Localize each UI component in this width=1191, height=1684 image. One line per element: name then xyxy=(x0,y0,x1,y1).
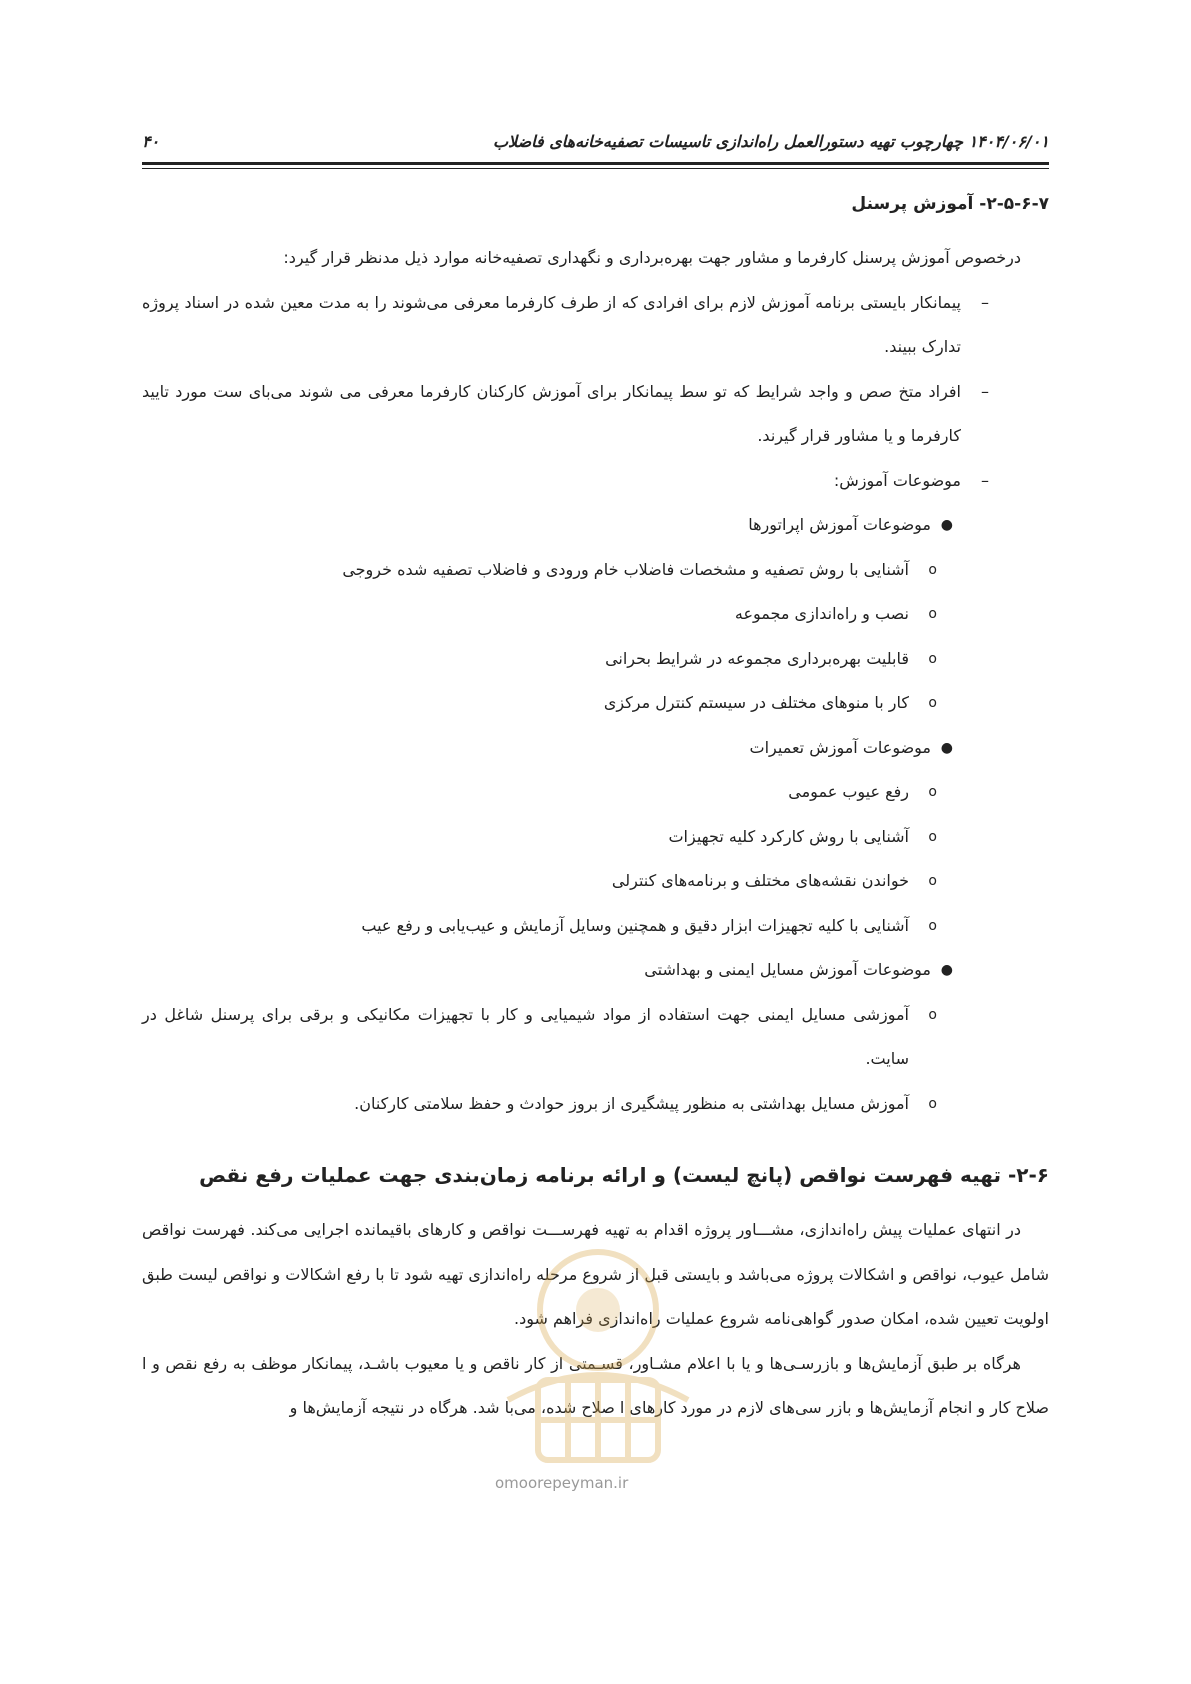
circle-marker: o xyxy=(928,873,937,889)
subtopic-item xyxy=(142,681,1049,726)
body-paragraph: در انتهای عملیات پیش راه‌اندازی، مشـــاور پروژه اقدام به تهیه فهرســـت نواقص و کارهای باقیمانده اجرایی می‌کند. فهرست نواقص شامل عیوب، نواقص و اشکالات پروژه می‌باشد و بایستی قبل از شروع مرحله راه‌اندازی تهیه شود تا با رفع اشکالات و نواقص لیست طبق اولویت تعیین شده، امکان صدور گواهی‌نامه شروع عملیات راه‌اندازی فراهم شود. xyxy=(142,1220,1049,1328)
circle-marker: o xyxy=(928,828,937,845)
topic-title: موضوعات آموزش تعمیرات xyxy=(749,737,931,757)
circle-marker: o xyxy=(928,606,937,622)
subtopic-text: آموزش مسایل بهداشتی به منظور پیشگیری از بروز حوادث و حفظ سلامتی کارکنان. xyxy=(354,1093,909,1113)
dash-list xyxy=(142,281,1049,504)
subtopic-text: نصب و راه‌اندازی مجموعه xyxy=(734,604,909,623)
dash-item xyxy=(142,281,1049,370)
section-heading-training: ۲-۵-۶-۷- آموزش پرسنل xyxy=(851,194,1049,214)
header-title: ۱۴۰۴/۰۶/۰۱ چهارچوب تهیه دستورالعمل راه‌اندازی تاسیسات تصفیه‌خانه‌های فاضلاب xyxy=(492,132,1049,151)
body-paragraph: هرگاه بر طبق آزمایش‌ها و بازرسـی‌ها و یا با اعلام مشـاور، قسـمتی از کار ناقص و یا معیوب باشـد، پیمانکار موظف به رفع نقص و ا صلاح کار و انجام آزمایش‌ها و بازر سی‌های لازم در مورد کارهای ا صلاح شده، می‌با شد. هرگاه در نتیجه آزمایش‌ها و xyxy=(142,1353,1049,1417)
subtopic-item xyxy=(142,1082,1049,1127)
subtopic-item xyxy=(142,904,1049,949)
circle-marker: o xyxy=(928,917,937,934)
subtopic-text: آشنایی با روش تصفیه و مشخصات فاضلاب خام ورودی و فاضلاب تصفیه شده خروجی xyxy=(342,559,909,579)
topic-list-maintenance xyxy=(142,726,1049,771)
topic-title: موضوعات آموزش مسایل ایمنی و بهداشتی xyxy=(644,960,931,979)
subtopic-item xyxy=(142,548,1049,593)
bullet-marker: ● xyxy=(940,517,953,533)
topic-list-operators xyxy=(142,503,1049,548)
subtopic-list xyxy=(142,548,1049,726)
dash-item xyxy=(142,370,1049,459)
topic-list-safety xyxy=(142,948,1049,993)
subtopic-text: آشنایی با کلیه تجهیزات ابزار دقیق و همچنین وسایل آزمایش و عیب‌یابی و رفع عیب xyxy=(361,915,909,935)
subtopic-text: خواندن نقشه‌های مختلف و برنامه‌های کنترلی xyxy=(611,871,909,890)
section-heading-punch-list: ۲-۶- تهیه فهرست نواقص (پانچ لیست) و ارائه برنامه زمان‌بندی جهت عملیات رفع نقص xyxy=(199,1163,1049,1187)
dash-marker: – xyxy=(981,470,989,490)
subtopic-item xyxy=(142,993,1049,1082)
circle-marker: o xyxy=(928,561,937,578)
subtopic-text: آشنایی با روش کارکرد کلیه تجهیزات xyxy=(668,826,909,846)
dash-marker: – xyxy=(981,381,989,401)
watermark-site: omoorepeyman.ir xyxy=(495,1474,629,1492)
dash-item-text: موضوعات آموزش: xyxy=(833,470,961,490)
bullet-marker: ● xyxy=(940,962,953,978)
header-rule xyxy=(142,162,1049,165)
subtopic-list xyxy=(142,993,1049,1127)
circle-marker: o xyxy=(928,1006,937,1023)
topic-item xyxy=(142,948,1049,993)
subtopic-text: کار با منوهای مختلف در سیستم کنترل مرکزی xyxy=(603,693,909,712)
circle-marker: o xyxy=(928,784,937,800)
subtopic-text: قابلیت بهره‌برداری مجموعه در شرایط بحرانی xyxy=(605,648,909,668)
dash-item-text: پیمانکار بایستی برنامه آموزش لازم برای افرادی که از طرف کارفرما معرفی می‌شوند را به مدت معین شده در اسناد پروژه تدارک ببیند. xyxy=(142,292,961,356)
subtopic-item xyxy=(142,637,1049,682)
subtopic-item xyxy=(142,770,1049,815)
subtopic-item xyxy=(142,815,1049,860)
page-header xyxy=(142,126,1049,166)
topic-item xyxy=(142,503,1049,548)
page-number: ۴۰ xyxy=(142,132,160,151)
circle-marker: o xyxy=(928,695,937,711)
section-intro: درخصوص آموزش پرسنل کارفرما و مشاور جهت بهره‌برداری و نگهداری تصفیه‌خانه موارد ذیل مدنظر قرار گیرد: xyxy=(283,248,1021,267)
subtopic-text: رفع عیوب عمومی xyxy=(788,782,909,801)
header-rule-thin xyxy=(142,168,1049,169)
circle-marker: o xyxy=(928,650,937,667)
subtopic-text: آموزشی مسایل ایمنی جهت استفاده از مواد شیمیایی و کار با تجهیزات مکانیکی و برقی برای پرسنل شاغل در سایت. xyxy=(142,1004,909,1068)
topic-item xyxy=(142,726,1049,771)
dash-item xyxy=(142,459,1049,504)
subtopic-list xyxy=(142,770,1049,948)
circle-marker: o xyxy=(928,1095,937,1112)
page-content xyxy=(142,186,1049,1431)
dash-item-text: افراد متخ صص و واجد شرایط که تو سط پیمانکار برای آموزش کارکنان کارفرما معرفی می شوند می‌بای ست مورد تایید کارفرما و یا مشاور قرار گیرند. xyxy=(142,381,961,445)
dash-marker: – xyxy=(981,292,989,312)
topic-title: موضوعات آموزش اپراتورها xyxy=(748,515,931,534)
subtopic-item xyxy=(142,859,1049,904)
subtopic-item xyxy=(142,592,1049,637)
bullet-marker: ● xyxy=(940,739,953,756)
